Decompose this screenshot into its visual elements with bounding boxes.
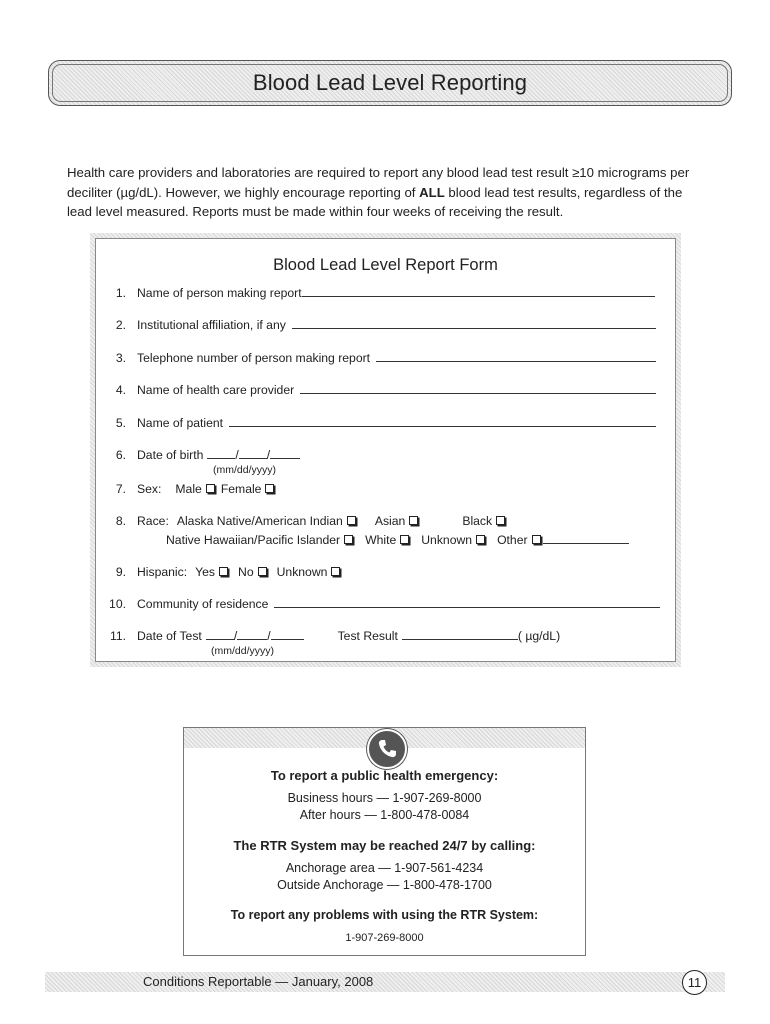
contact-box bbox=[183, 727, 586, 956]
business-hours-line: Business hours — 1-907-269-8000 bbox=[287, 791, 482, 805]
hispanic-yes-label: Yes bbox=[195, 565, 216, 579]
title-banner-inner bbox=[52, 64, 728, 102]
form-item-3 bbox=[104, 351, 656, 365]
item-number: 7. bbox=[115, 482, 126, 496]
race-white-checkbox[interactable] bbox=[400, 535, 409, 544]
hispanic-no-label: No bbox=[238, 565, 254, 579]
intro-text-2: blood lead test results, regardless of the lead level measured. Reports must be made within four weeks of receiving the result. bbox=[67, 184, 683, 219]
form-item-4 bbox=[104, 383, 656, 397]
race-asian-label: Asian bbox=[374, 514, 406, 528]
item-label: Name of person making report bbox=[137, 286, 302, 300]
after-hours-line: After hours — 1-800-478-0084 bbox=[299, 808, 470, 822]
item-label: Date of Test bbox=[137, 629, 202, 643]
item-number: 9. bbox=[115, 565, 126, 579]
dob-format-hint: (mm/dd/yyyy) bbox=[213, 464, 276, 476]
item-label: Name of health care provider bbox=[137, 383, 295, 397]
sex-male-label: Male bbox=[175, 482, 202, 496]
form-item-7 bbox=[104, 482, 274, 496]
race-unknown-label: Unknown bbox=[421, 533, 473, 547]
test-year-field[interactable] bbox=[271, 630, 304, 640]
item-number: 2. bbox=[115, 318, 126, 332]
sex-female-label: Female bbox=[220, 482, 262, 496]
patient-name-field[interactable] bbox=[229, 417, 656, 427]
dob-year-field[interactable] bbox=[270, 449, 300, 459]
emergency-heading: To report a public health emergency: bbox=[270, 768, 499, 783]
hispanic-no-checkbox[interactable] bbox=[258, 567, 267, 576]
form-item-10 bbox=[104, 597, 660, 611]
item-label: Telephone number of person making report bbox=[137, 351, 371, 365]
sex-male-checkbox[interactable] bbox=[206, 484, 215, 493]
page-title: Blood Lead Level Reporting bbox=[252, 70, 528, 95]
race-hawaiian-label: Native Hawaiian/Pacific Islander bbox=[166, 533, 341, 547]
item-label: Sex: bbox=[137, 482, 162, 496]
item-number: 8. bbox=[115, 514, 126, 528]
anchorage-line: Anchorage area — 1-907-561-4234 bbox=[285, 861, 484, 875]
dob-day-field[interactable] bbox=[239, 449, 267, 459]
report-form bbox=[95, 238, 676, 662]
page-number: 11 bbox=[682, 970, 707, 995]
item-number: 4. bbox=[115, 383, 126, 397]
report-form-frame bbox=[90, 233, 681, 667]
race-unknown-checkbox[interactable] bbox=[476, 535, 485, 544]
race-alaska-native-label: Alaska Native/American Indian bbox=[176, 514, 343, 528]
hispanic-unknown-label: Unknown bbox=[276, 565, 328, 579]
test-result-field[interactable] bbox=[402, 630, 518, 640]
item-number: 10. bbox=[109, 597, 126, 611]
form-item-5 bbox=[104, 416, 656, 430]
item-label: Name of patient bbox=[137, 416, 224, 430]
form-title: Blood Lead Level Report Form bbox=[273, 256, 498, 274]
race-black-checkbox[interactable] bbox=[496, 516, 505, 525]
intro-text-1: Health care providers and laboratories are required to report any blood lead test result ≥10 micrograms per deciliter (µg/dL). However, we highly encourage reporting of bbox=[67, 165, 690, 200]
item-number: 3. bbox=[115, 351, 126, 365]
problems-phone: 1-907-269-8000 bbox=[345, 932, 424, 944]
race-other-checkbox[interactable] bbox=[532, 535, 541, 544]
problems-heading: To report any problems with using the RTR System: bbox=[230, 908, 539, 922]
reporter-phone-field[interactable] bbox=[376, 352, 656, 362]
dob-month-field[interactable] bbox=[207, 449, 235, 459]
race-black-label: Black bbox=[462, 514, 493, 528]
item-label: Community of residence bbox=[137, 597, 269, 611]
test-result-unit: ( µg/dL) bbox=[517, 629, 561, 643]
item-label: Race: bbox=[137, 514, 169, 528]
form-item-1 bbox=[104, 286, 655, 300]
race-other-field[interactable] bbox=[543, 534, 629, 544]
rtr-heading: The RTR System may be reached 24/7 by calling: bbox=[233, 838, 536, 853]
test-result-label: Test Result bbox=[337, 629, 398, 643]
hispanic-yes-checkbox[interactable] bbox=[219, 567, 228, 576]
outside-anchorage-line: Outside Anchorage — 1-800-478-1700 bbox=[277, 878, 492, 892]
sex-female-checkbox[interactable] bbox=[265, 484, 274, 493]
item-number: 11. bbox=[109, 629, 126, 643]
race-asian-checkbox[interactable] bbox=[409, 516, 418, 525]
race-alaska-native-checkbox[interactable] bbox=[347, 516, 356, 525]
intro-bold-all: ALL bbox=[419, 184, 445, 200]
form-item-9 bbox=[104, 565, 340, 579]
item-label: Date of birth bbox=[137, 448, 204, 462]
phone-icon-glyph bbox=[375, 737, 399, 761]
item-label: Institutional affiliation, if any bbox=[137, 318, 286, 332]
item-number: 5. bbox=[115, 416, 126, 430]
phone-icon bbox=[367, 729, 407, 769]
provider-name-field[interactable] bbox=[300, 384, 656, 394]
test-date-format-hint: (mm/dd/yyyy) bbox=[211, 645, 274, 657]
item-number: 1. bbox=[115, 286, 126, 300]
race-other-label: Other bbox=[497, 533, 528, 547]
community-field[interactable] bbox=[274, 598, 660, 608]
race-hawaiian-checkbox[interactable] bbox=[344, 535, 353, 544]
reporter-name-field[interactable] bbox=[302, 287, 655, 297]
affiliation-field[interactable] bbox=[292, 319, 656, 329]
form-item-2 bbox=[104, 318, 656, 332]
form-item-8 bbox=[104, 514, 505, 528]
item-number: 6. bbox=[115, 448, 126, 462]
intro-paragraph bbox=[67, 163, 707, 222]
footer-text: Conditions Reportable — January, 2008 bbox=[143, 974, 374, 989]
hispanic-unknown-checkbox[interactable] bbox=[331, 567, 340, 576]
item-label: Hispanic: bbox=[137, 565, 188, 579]
test-month-field[interactable] bbox=[206, 630, 234, 640]
form-item-6: 6. Date of birth / / bbox=[104, 448, 300, 462]
title-banner bbox=[48, 60, 732, 106]
form-item-8-row2 bbox=[166, 533, 629, 547]
form-item-11: 11. Date of Test / / Test Result ( µg/dL) bbox=[104, 629, 560, 643]
race-white-label: White bbox=[365, 533, 397, 547]
test-day-field[interactable] bbox=[237, 630, 267, 640]
